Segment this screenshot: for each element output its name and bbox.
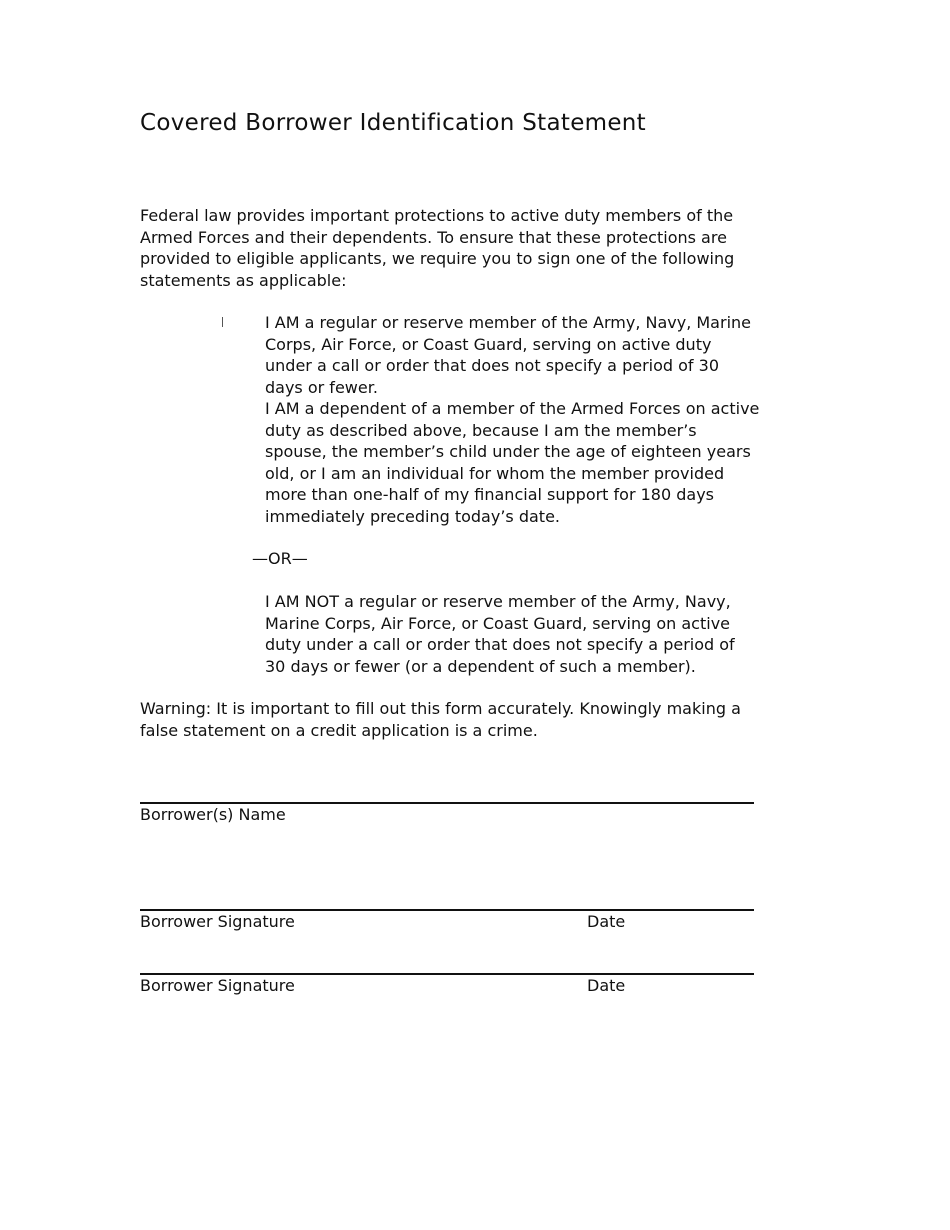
warning-paragraph: Warning: It is important to fill out this form accurately. Knowingly making a false statement on a credit application is a crime. xyxy=(140,699,741,740)
statement-dependent: I AM a dependent of a member of the Armed Forces on active duty as described above, because I am the member’s spouse, the member’s child under the age of eighteen years old, or I am an individual for whom the member provided more than one-half of my financial support for 180 days immediately preceding today’s date. xyxy=(265,399,760,526)
borrower-name-line[interactable] xyxy=(140,802,754,804)
date-label-1: Date xyxy=(587,912,626,931)
borrower-signature-label-1: Borrower Signature xyxy=(140,912,295,931)
intro-paragraph: Federal law provides important protections to active duty members of the Armed Forces and their dependents. To ensure that these protections are provided to eligible applicants, we require you to sign one of the following statements as applicable: xyxy=(140,206,735,290)
statement-active-duty: I AM a regular or reserve member of the Army, Navy, Marine Corps, Air Force, or Coast Guard, serving on active duty under a call or order that does not specify a period of 30 days or fewer. xyxy=(265,313,751,397)
page-title: Covered Borrower Identification Statement xyxy=(140,110,647,136)
borrower-signature-line-2[interactable] xyxy=(140,973,754,975)
statement-not-covered: I AM NOT a regular or reserve member of the Army, Navy, Marine Corps, Air Force, or Coast Guard, serving on active duty under a call or order that does not specify a period of 30 days or fewer (or a dependent of such a member). xyxy=(265,592,735,676)
borrower-signature-label-2: Borrower Signature xyxy=(140,976,295,995)
borrower-signature-line-1[interactable] xyxy=(140,909,754,911)
borrower-name-label: Borrower(s) Name xyxy=(140,805,286,824)
or-separator: —OR— xyxy=(252,549,308,568)
checkbox-marker[interactable] xyxy=(222,317,223,327)
date-label-2: Date xyxy=(587,976,626,995)
